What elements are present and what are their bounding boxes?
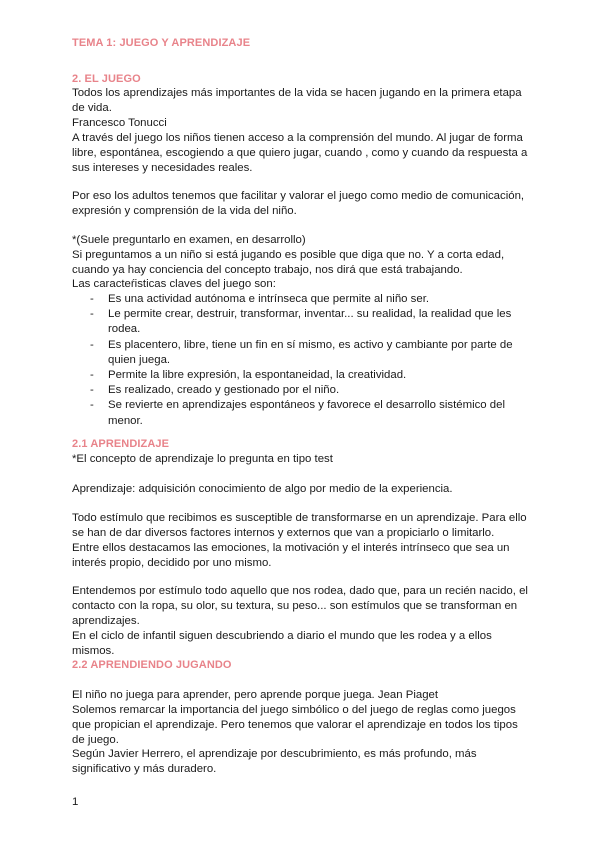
list-item: - Es placentero, libre, tiene un fin en sí mismo, es activo y cambiante por parte de quien juega.	[72, 338, 532, 368]
page-number: 1	[72, 796, 79, 808]
piaget-quote: El niño no juega para aprender, pero aprende porque juega. Jean Piaget	[72, 689, 439, 701]
paragraph: En el ciclo de infantil siguen descubriendo a diario el mundo que les rodea y a ellos mismos.	[72, 630, 492, 658]
paragraph: Todo estímulo que recibimos es susceptible de transformarse en un aprendizaje. Para ello se han de dar diversos factores internos y externos que van a propiciarlo o limitarlo.	[72, 512, 527, 540]
paragraph: Según Javier Herrero, el aprendizaje por descubrimiento, es más profundo, más significativo y más duradero.	[72, 748, 477, 776]
paragraph: Entre ellos destacamos las emociones, la motivación y el interés intrínseco que sea un interés propio, decidido por uno mismo.	[72, 542, 510, 570]
list-item: - Es una actividad autónoma e intrínseca que permite al niño ser.	[72, 292, 532, 307]
list-item: - Es realizado, creado y gestionado por el niño.	[72, 383, 532, 398]
opening-quote: Todos los aprendizajes más importantes de la vida se hacen jugando en la primera etapa de vida.	[72, 87, 522, 115]
test-note: *El concepto de aprendizaje lo pregunta en tipo test	[72, 453, 333, 465]
document-title: TEMA 1: JUEGO Y APRENDIZAJE	[72, 37, 251, 49]
quote-author: Francesco Tonucci	[72, 117, 167, 129]
paragraph: Si preguntamos a un niño si está jugando es posible que diga que no. Y a corta edad, cuando ya hay conciencia del concepto trabajo, nos dirá que está trabajando.	[72, 249, 505, 277]
key-characteristics-list	[72, 292, 532, 429]
list-item: - Se revierte en aprendizajes espontáneos y favorece el desarrollo sistémico del menor.	[72, 398, 532, 428]
paragraph: Solemos remarcar la importancia del juego simbólico o del juego de reglas como juegos que propician el aprendizaje. Pero tenemos que valorar el aprendizaje en todos los tipos de juego.	[72, 704, 518, 747]
section-heading-el-juego: 2. EL JUEGO	[72, 73, 141, 85]
paragraph: A través del juego los niños tienen acceso a la comprensión del mundo. Al jugar de forma libre, espontánea, escogiendo a que quiero jugar, cuando , como y cuando da respuesta a sus intereses y necesidades reales.	[72, 132, 528, 175]
list-item: - Permite la libre expresión, la espontaneidad, la creatividad.	[72, 368, 532, 383]
section-heading-aprendiendo-jugando: 2.2 APRENDIENDO JUGANDO	[72, 659, 232, 671]
paragraph: Las caracteŕisticas claves del juego son:	[72, 278, 276, 290]
list-item: - Le permite crear, destruir, transformar, inventar... su realidad, la realidad que les rodea.	[72, 307, 532, 337]
section-heading-aprendizaje: 2.1 APRENDIZAJE	[72, 438, 170, 450]
exam-note: *(Suele preguntarlo en examen, en desarrollo)	[72, 234, 306, 246]
paragraph: Por eso los adultos tenemos que facilitar y valorar el juego como medio de comunicación, expresión y comprensión de la vida del niño.	[72, 190, 525, 218]
paragraph: Entendemos por estímulo todo aquello que nos rodea, dado que, para un recién nacido, el contacto con la ropa, su olor, su textura, su peso... son estímulos que se transforman en aprendizajes.	[72, 585, 528, 628]
paragraph: Aprendizaje: adquisición conocimiento de algo por medio de la experiencia.	[72, 483, 453, 495]
